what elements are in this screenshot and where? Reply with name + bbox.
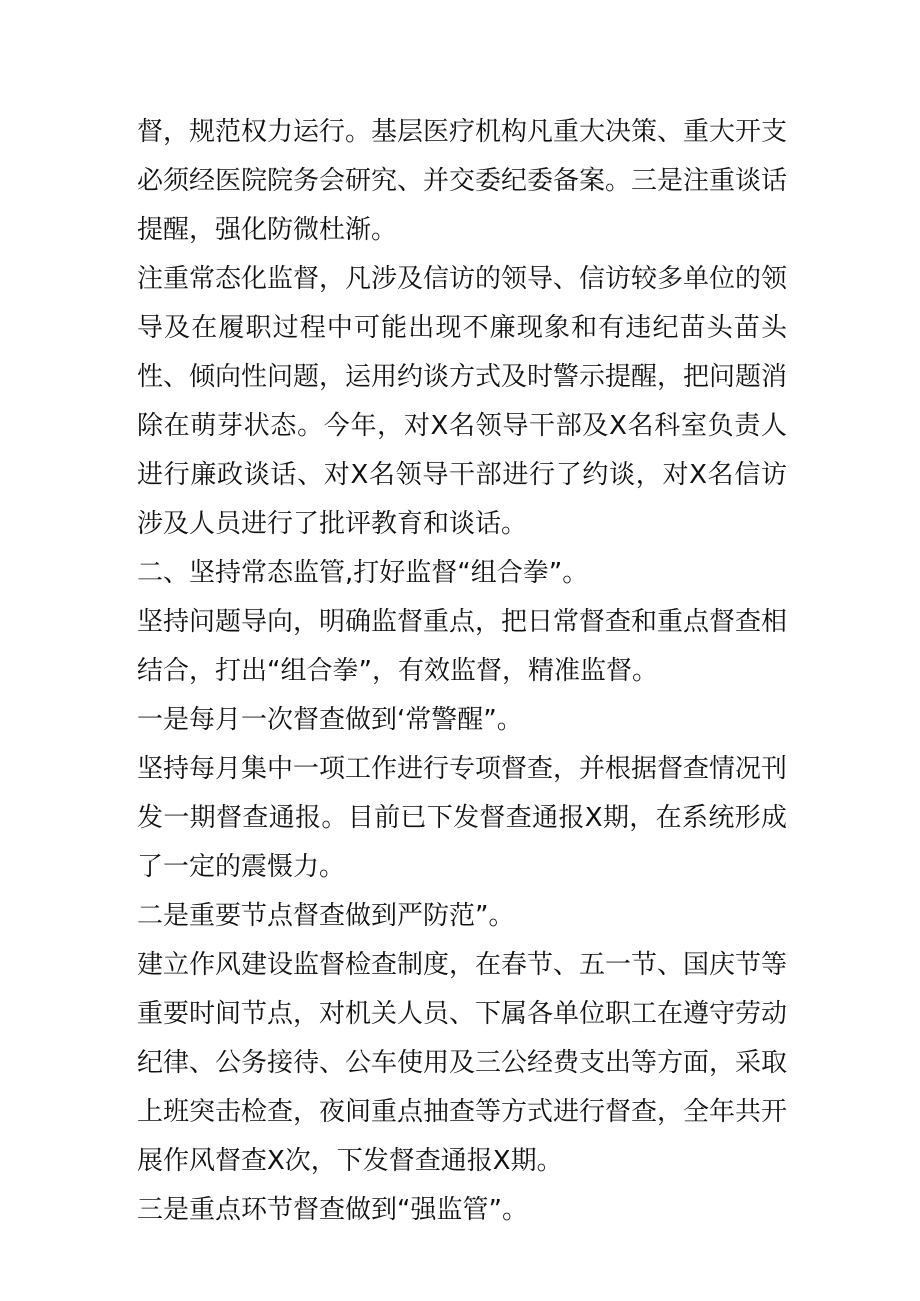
paragraph-1: 督，规范权力运行。基层医疗机构凡重大决策、重大开支必须经医院院务会研究、并交委纪委备案。三是注重谈话提醒，强化防微杜渐。 [137,117,788,245]
section-heading-2: 二、坚持常态监管,打好监督“组合拳”。 [137,558,589,588]
subheading-monthly-inspection: 一是每月一次督查做到‘常警醒”。 [137,705,523,735]
paragraph-3: 坚持问题导向，明确监督重点，把日常督查和重点督查相结合，打出“组合拳”，有效监督，精准监督。 [137,607,788,686]
document-body [137,108,787,1235]
subheading-key-nodes-inspection: 二是重要节点督查做到严防范”。 [137,901,515,931]
paragraph-2: 注重常态化监督，凡涉及信访的领导、信访较多单位的领导及在履职过程中可能出现不廉现象和有违纪苗头苗头性、倾向性问题，运用约谈方式及时警示提醒，把问题消除在萌芽状态。今年，对X名领导干部及X名科室负责人进行廉政谈话、对X名领导干部进行了约谈，对X名信访涉及人员进行了批评教育和谈话。 [137,264,788,539]
paragraph-5: 建立作风建设监督检查制度，在春节、五一节、国庆节等重要时间节点，对机关人员、下属各单位职工在遵守劳动纪律、公务接待、公车使用及三公经费支出等方面，采取上班突击检查，夜间重点抽查等方式进行督查，全年共开展作风督查X次，下发督查通报X期。 [137,950,788,1176]
subheading-key-links-inspection: 三是重点环节督查做到“强监管”。 [137,1195,528,1225]
paragraph-4: 坚持每月集中一项工作进行专项督查，并根据督查情况刊发一期督查通报。目前已下发督查通报X期，在系统形成了一定的震慑力。 [137,754,788,882]
